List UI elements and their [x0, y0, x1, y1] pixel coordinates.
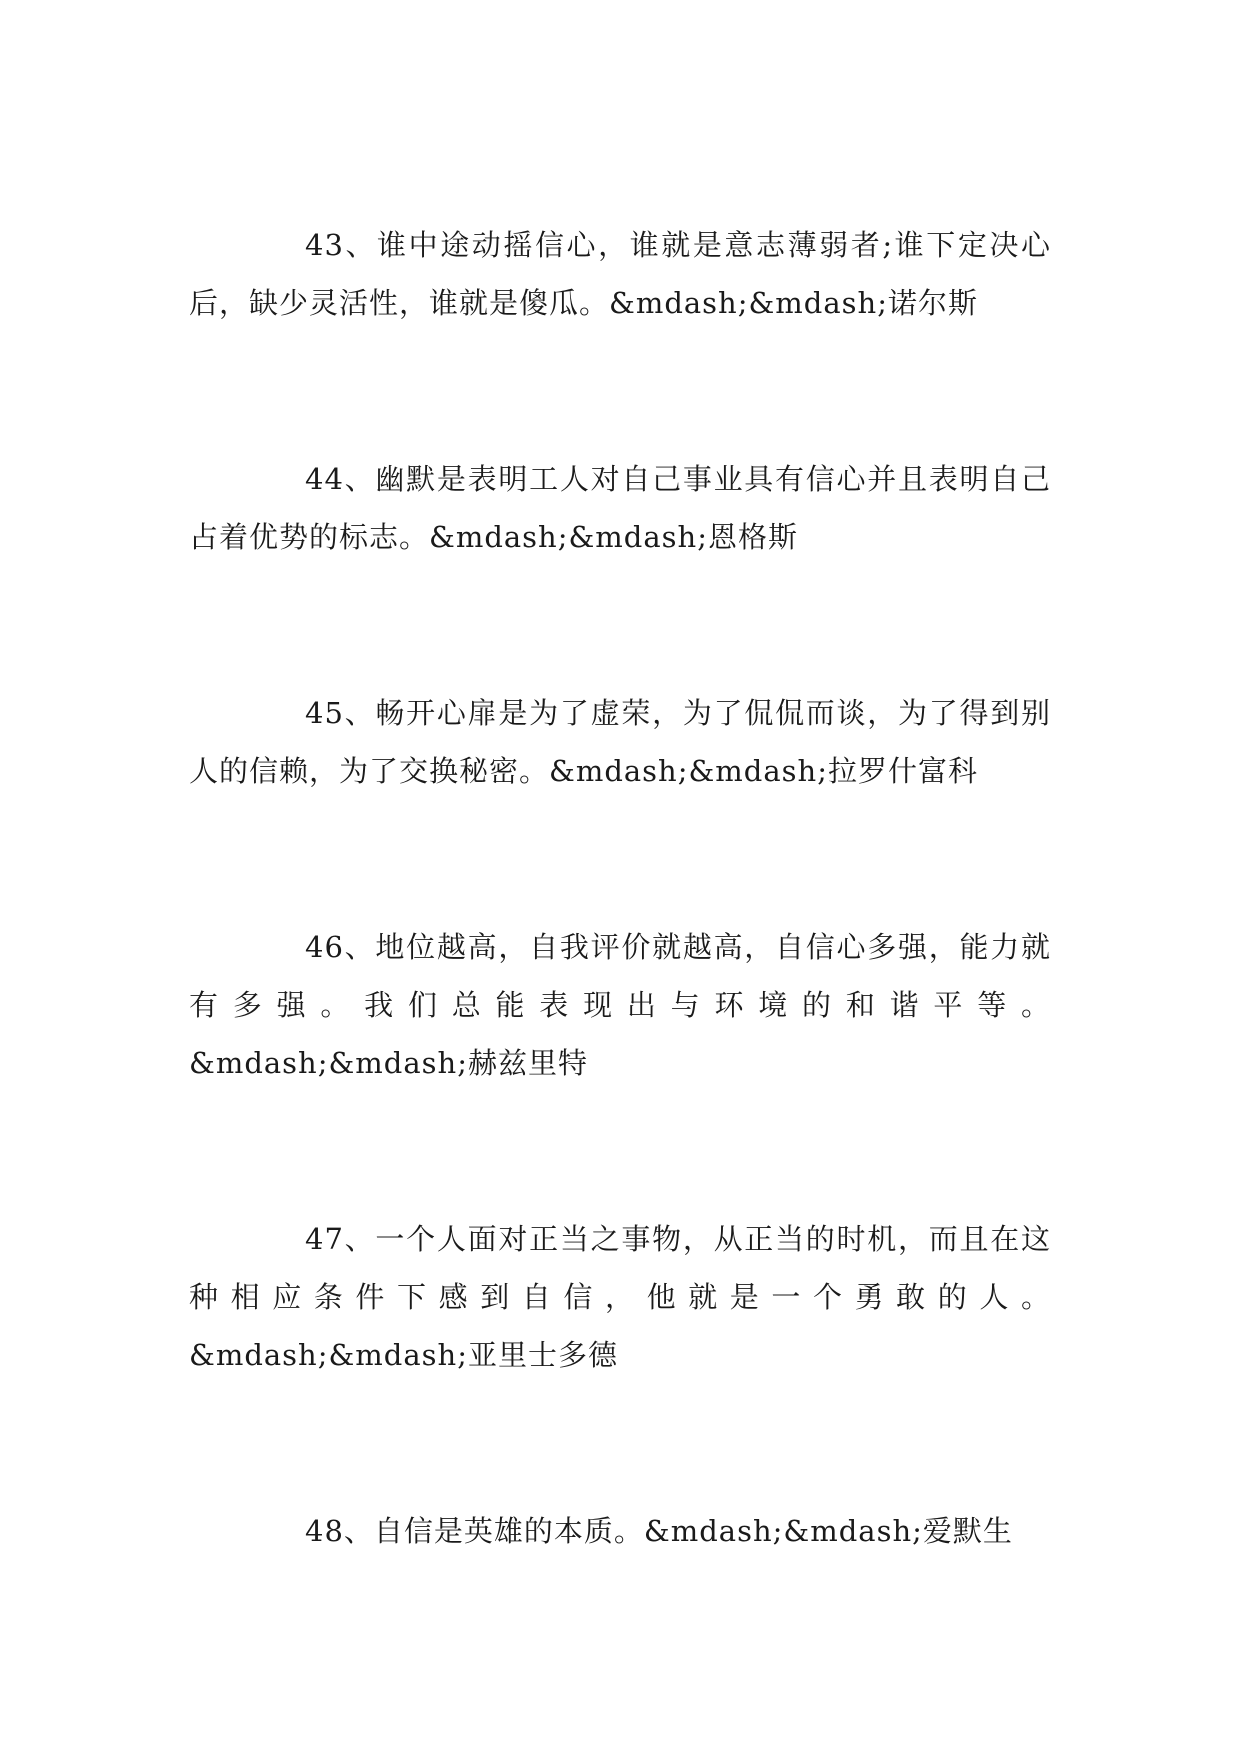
quote-paragraph-45: 45、畅开心扉是为了虚荣，为了侃侃而谈，为了得到别人的信赖，为了交换秘密。&mdash;&mdash;拉罗什富科 — [189, 696, 1051, 788]
quote-paragraph-47: 47、一个人面对正当之事物，从正当的时机，而且在这种相应条件下感到自信，他就是一个勇敢的人。&mdash;&mdash;亚里士多德 — [189, 1222, 1051, 1372]
quote-paragraph-44: 44、幽默是表明工人对自己事业具有信心并且表明自己占着优势的标志。&mdash;&mdash;恩格斯 — [189, 462, 1051, 554]
quote-paragraph-46: 46、地位越高，自我评价就越高，自信心多强，能力就有多强。我们总能表现出与环境的和谐平等。&mdash;&mdash;赫兹里特 — [189, 930, 1051, 1080]
quote-paragraph-48: 48、自信是英雄的本质。&mdash;&mdash;爱默生 — [305, 1514, 1013, 1548]
quote-paragraph-43: 43、谁中途动摇信心，谁就是意志薄弱者;谁下定决心后，缺少灵活性，谁就是傻瓜。&mdash;&mdash;诺尔斯 — [189, 228, 1051, 320]
